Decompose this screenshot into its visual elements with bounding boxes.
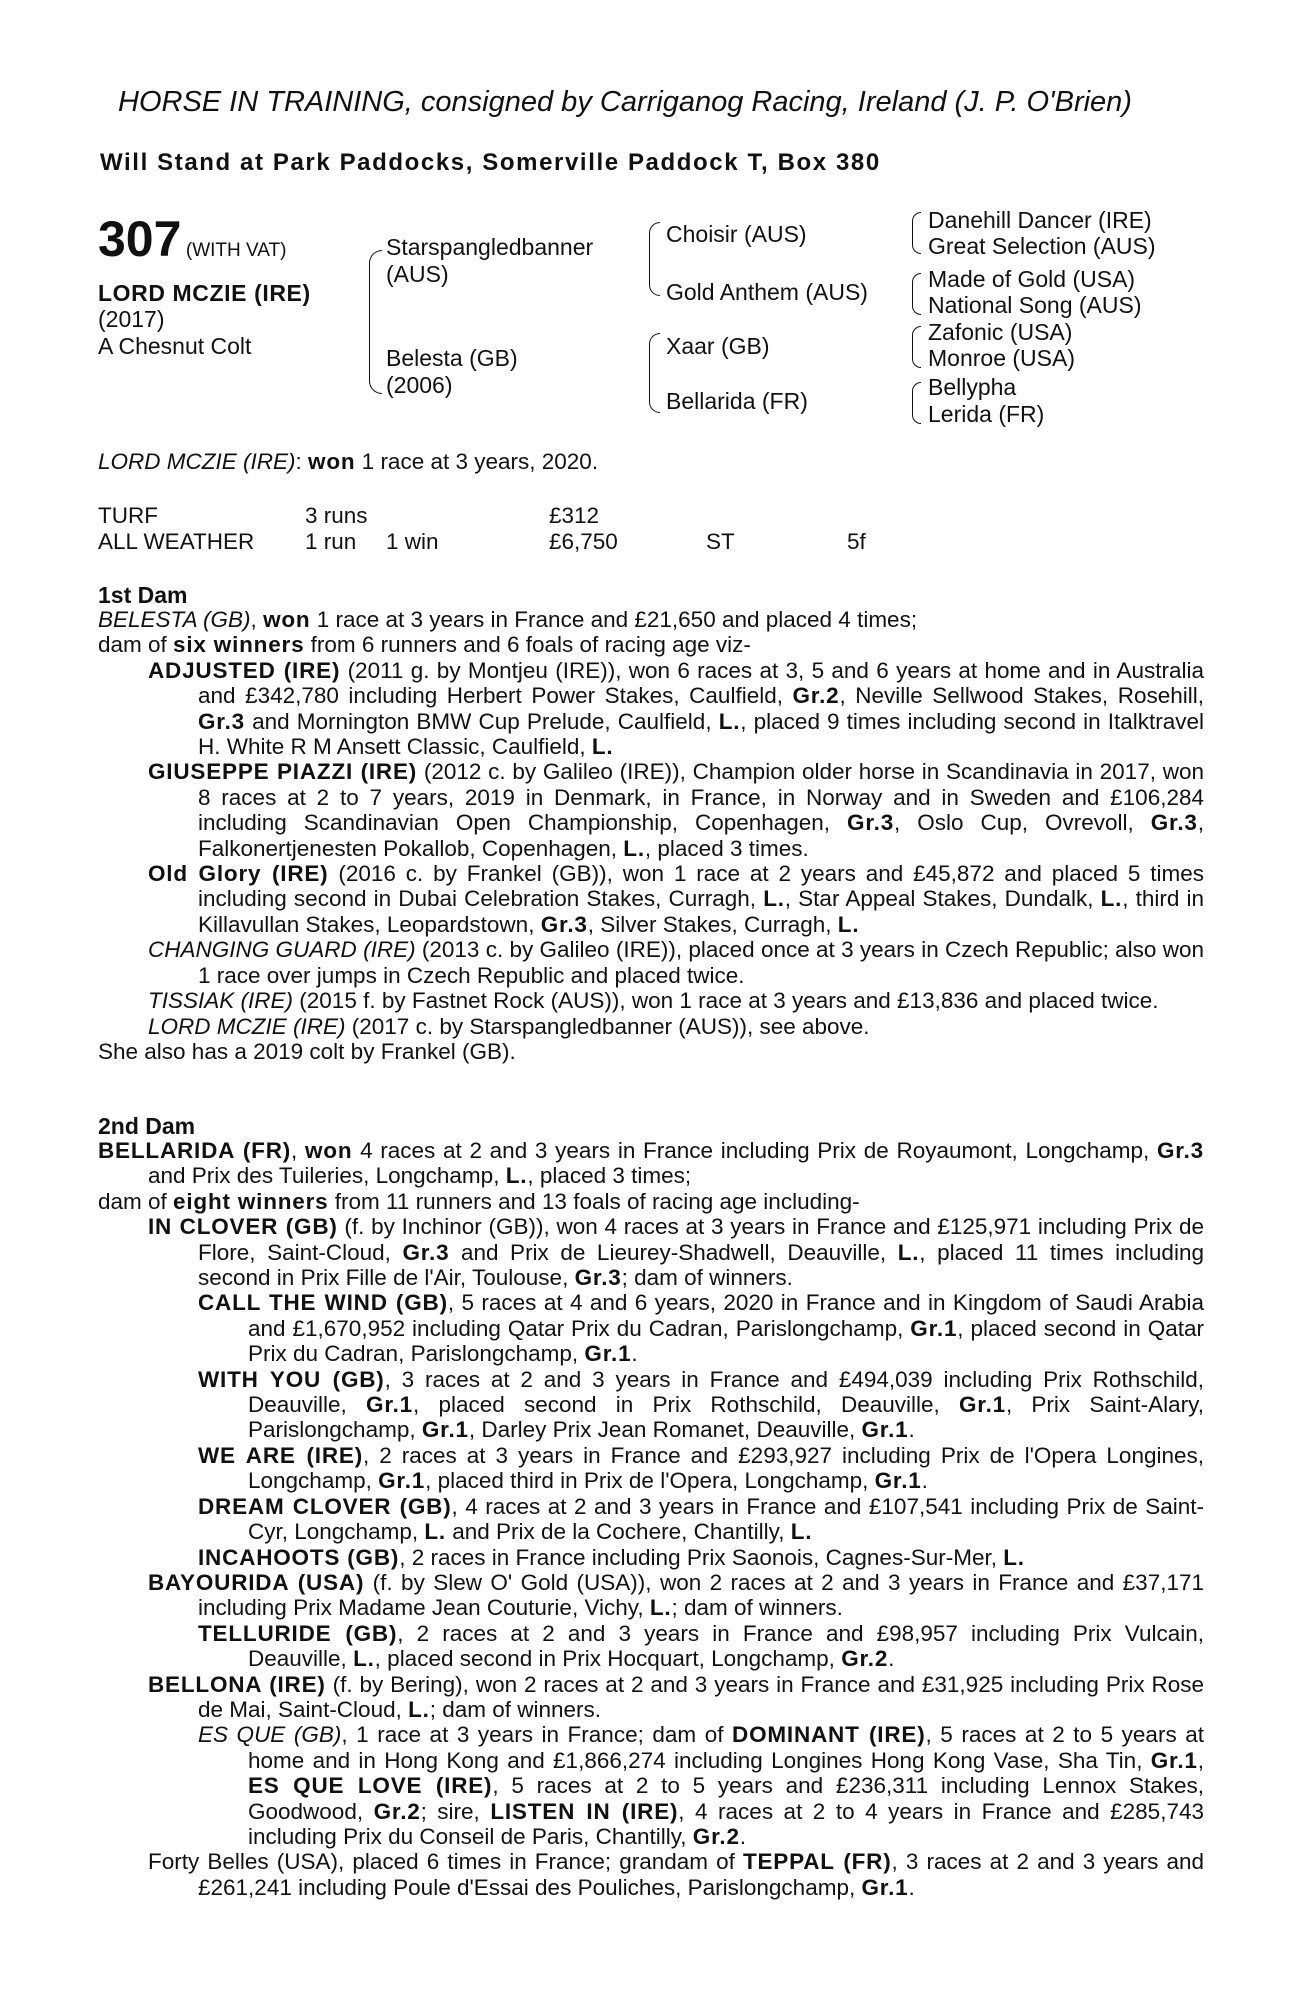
- pedigree-ddd: Lerida (FR): [928, 401, 1045, 427]
- second-dam-record: BELLARIDA (FR), won 4 races at 2 and 3 years in France including Prix de Royaumont, Longchamp, Gr.3 and Prix des Tuileries, Longchamp, L., placed 3 times;: [98, 1138, 1204, 1189]
- record-aw-wins: 1 win: [386, 529, 439, 554]
- produce-entry: LORD MCZIE (IRE) (2017 c. by Starspangledbanner (AUS)), see above.: [148, 1013, 870, 1039]
- record-turf-prize: £312: [549, 503, 600, 528]
- lot-number: 307: [98, 211, 182, 267]
- pedigree-dsd: Monroe (USA): [928, 345, 1075, 371]
- vat-label: (WITH VAT): [185, 240, 287, 261]
- second-dam-heading: 2nd Dam: [98, 1113, 196, 1139]
- stand-location: Will Stand at Park Paddocks, Somerville Paddock T, Box 380: [100, 149, 881, 176]
- produce-entry: TISSIAK (IRE) (2015 f. by Fastnet Rock (AUS)), won 1 race at 3 years and £13,836 and placed twice.: [148, 988, 1159, 1014]
- brace-g3-2: [912, 273, 921, 315]
- produce-entry: BAYOURIDA (USA) (f. by Slew O' Gold (USA)), won 2 races at 2 and 3 years in France and £37,171 including Prix Madame Jean Couturie, Vichy, L.; dam of winners.: [148, 1569, 1204, 1621]
- brace-gen1: [369, 250, 382, 394]
- pedigree-dam: Belesta (GB): [386, 345, 518, 371]
- brace-dam-line: [649, 333, 660, 413]
- foaling-year: (2017): [98, 306, 165, 332]
- record-aw-prize: £6,750: [549, 529, 618, 554]
- produce-entry: GIUSEPPE PIAZZI (IRE) (2012 c. by Galileo (IRE)), Champion older horse in Scandinavia in 2017, won 8 races at 2 to 7 years, 2019 in Denmark, in France, in Norway and in Sweden and £106,284 including Scandinavian Open Championship, Copenhagen, Gr.3, Oslo Cup, Ovrevoll, Gr.3, Falkonertjenesten Pokallob, Copenhagen, L., placed 3 times.: [148, 759, 1204, 861]
- pedigree-sds: Made of Gold (USA): [928, 266, 1136, 292]
- record-aw-label: ALL WEATHER: [98, 529, 255, 554]
- produce-entry: CHANGING GUARD (IRE) (2013 c. by Galileo (IRE)), placed once at 3 years in Czech Republic; also won 1 race over jumps in Czech Republic and placed twice.: [148, 937, 1204, 988]
- brace-g3-3: [912, 326, 921, 368]
- first-dam-heading: 1st Dam: [98, 582, 188, 608]
- pedigree-sire-dam: Gold Anthem (AUS): [666, 279, 868, 305]
- brace-sire-line: [649, 222, 660, 296]
- second-dam-section: [98, 1138, 1204, 1900]
- record-aw-distance: 5f: [847, 529, 866, 554]
- produce-entry: WITH YOU (GB), 3 races at 2 and 3 years in France and £494,039 including Prix Rothschild, Deauville, Gr.1, placed second in Prix Rothschild, Deauville, Gr.1, Prix Saint-Alary, Parislongchamp, Gr.1, Darley Prix Jean Romanet, Deauville, Gr.1.: [198, 1366, 1204, 1443]
- produce-entry: IN CLOVER (GB) (f. by Inchinor (GB)), won 4 races at 3 years in France and £125,971 including Prix de Flore, Saint-Cloud, Gr.3 and Prix de Lieurey-Shadwell, Deauville, L., placed 11 times including second in Prix Fille de l'Air, Toulouse, Gr.3; dam of winners.: [148, 1214, 1204, 1291]
- pedigree-sdd: National Song (AUS): [928, 292, 1142, 318]
- record-aw-runs: 1 run: [305, 529, 357, 554]
- pedigree-dds: Bellypha: [928, 374, 1017, 400]
- produce-entry: ES QUE (GB), 1 race at 3 years in France; dam of DOMINANT (IRE), 5 races at 2 to 5 years at home and in Hong Kong and £1,866,274 including Longines Hong Kong Vase, Sha Tin, Gr.1, ES QUE LOVE (IRE), 5 races at 2 to 5 years and £236,311 including Lennox Stakes, Goodwood, Gr.2; sire, LISTEN IN (IRE), 4 races at 2 to 4 years in France and £285,743 including Prix du Conseil de Paris, Chantilly, Gr.2.: [198, 1722, 1205, 1849]
- produce-entry: TELLURIDE (GB), 2 races at 2 and 3 years in France and £98,957 including Prix Vulcain, Deauville, L., placed second in Prix Hocquart, Longchamp, Gr.2.: [198, 1620, 1204, 1672]
- first-dam-record: BELESTA (GB), won 1 race at 3 years in France and £21,650 and placed 4 times;: [98, 607, 918, 632]
- pedigree-dss: Zafonic (USA): [928, 319, 1073, 345]
- second-dam-produce-summary: dam of eight winners from 11 runners and 13 foals of racing age including-: [98, 1188, 860, 1214]
- record-aw-going: ST: [706, 529, 735, 554]
- pedigree-sire-sire: Choisir (AUS): [666, 221, 807, 247]
- first-dam-produce-summary: dam of six winners from 6 runners and 6 foals of racing age viz-: [98, 632, 751, 658]
- pedigree-sire-country: (AUS): [386, 261, 449, 287]
- pedigree-sire: Starspangledbanner: [386, 234, 594, 260]
- produce-entry: Old Glory (IRE) (2016 c. by Frankel (GB)), won 1 race at 2 years and £45,872 and placed 5 times including second in Dubai Celebration Stakes, Curragh, L., Star Appeal Stakes, Dundalk, L., third in Killavullan Stakes, Leopardstown, Gr.3, Silver Stakes, Curragh, L.: [148, 861, 1205, 937]
- produce-entry: CALL THE WIND (GB), 5 races at 4 and 6 years, 2020 in France and in Kingdom of Saudi Arabia and £1,670,952 including Qatar Prix du Cadran, Parislongchamp, Gr.1, placed second in Qatar Prix du Cadran, Parislongchamp, Gr.1.: [198, 1290, 1205, 1367]
- lot-header: [98, 210, 287, 268]
- pedigree-dam-dam: Bellarida (FR): [666, 388, 808, 414]
- brace-g3-4: [912, 382, 921, 424]
- record-turf-runs: 3 runs: [305, 503, 368, 528]
- produce-entry: DREAM CLOVER (GB), 4 races at 2 and 3 years in France and £107,541 including Prix de Saint-Cyr, Longchamp, L. and Prix de la Cochere, Chantilly, L.: [198, 1493, 1204, 1545]
- produce-entry: ADJUSTED (IRE) (2011 g. by Montjeu (IRE)), won 6 races at 3, 5 and 6 years at home and in Australia and £342,780 including Herbert Power Stakes, Caulfield, Gr.2, Neville Sellwood Stakes, Rosehill, Gr.3 and Mornington BMW Cup Prelude, Caulfield, L., placed 9 times including second in Italktravel H. White R M Ansett Classic, Caulfield, L.: [148, 657, 1205, 760]
- produce-entry: INCAHOOTS (GB), 2 races in France including Prix Saonois, Cagnes-Sur-Mer, L.: [198, 1544, 1025, 1570]
- produce-entry: WE ARE (IRE), 2 races at 3 years in France and £293,927 including Prix de l'Opera Longines, Longchamp, Gr.1, placed third in Prix de l'Opera, Longchamp, Gr.1.: [198, 1442, 1204, 1494]
- produce-entry: BELLONA (IRE) (f. by Bering), won 2 races at 2 and 3 years in France and £31,925 including Prix Rose de Mai, Saint-Cloud, L.; dam of winners.: [148, 1671, 1204, 1722]
- horse-description: A Chesnut Colt: [98, 333, 252, 359]
- page-header-title: HORSE IN TRAINING, consigned by Carriganog Racing, Ireland (J. P. O'Brien): [118, 86, 1132, 118]
- produce-entry: Forty Belles (USA), placed 6 times in France; grandam of TEPPAL (FR), 3 races at 2 and 3 years and £261,241 including Poule d'Essai des Pouliches, Parislongchamp, Gr.1.: [148, 1849, 1204, 1900]
- record-turf-label: TURF: [98, 503, 158, 528]
- brace-g3-1: [912, 212, 921, 254]
- first-dam-also: She also has a 2019 colt by Frankel (GB).: [98, 1038, 516, 1064]
- pedigree-dam-year: (2006): [386, 372, 453, 398]
- pedigree-ssd: Great Selection (AUS): [928, 233, 1156, 259]
- pedigree-sss: Danehill Dancer (IRE): [928, 207, 1152, 233]
- first-dam-section: [98, 607, 1204, 1064]
- horse-name: LORD MCZIE (IRE): [98, 280, 311, 306]
- race-summary: LORD MCZIE (IRE): won 1 race at 3 years, 2020.: [98, 449, 599, 474]
- pedigree-dam-sire: Xaar (GB): [666, 333, 770, 359]
